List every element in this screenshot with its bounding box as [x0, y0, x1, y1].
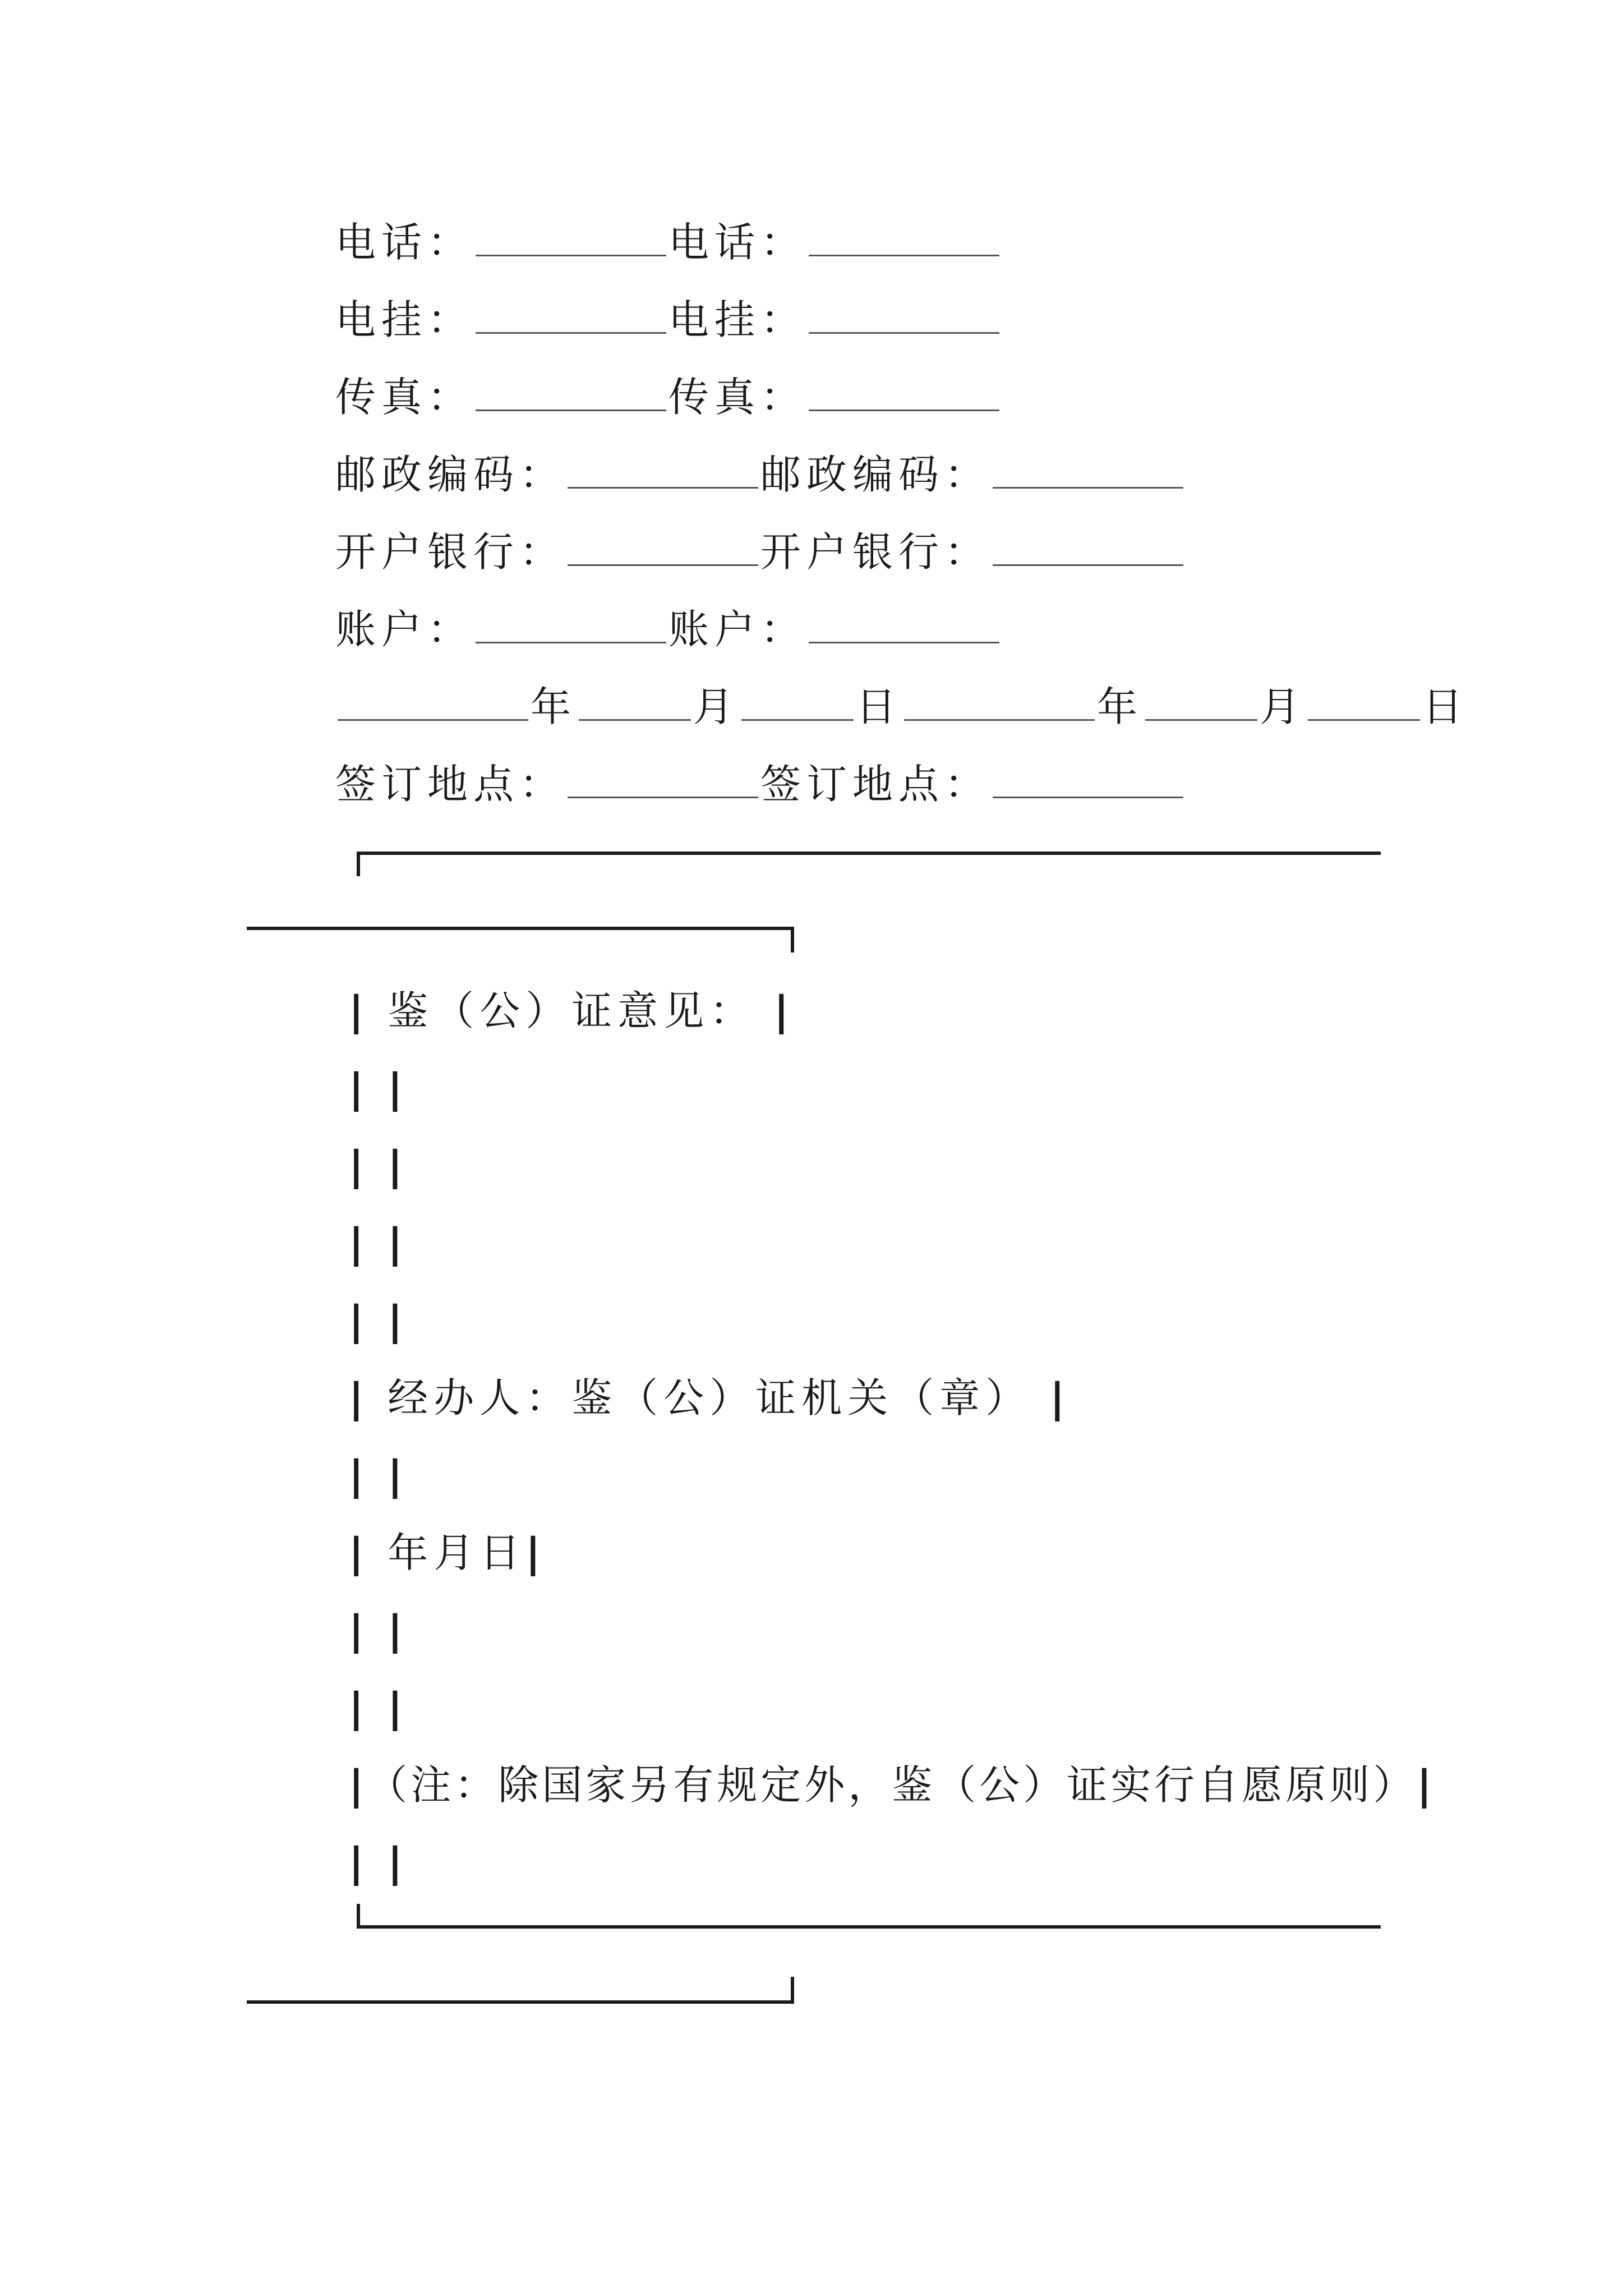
box-left-bar: |	[349, 987, 370, 1034]
box-top-rule-continued	[247, 927, 794, 930]
box-top-rule	[357, 852, 1381, 855]
year-label-b: 年	[1097, 683, 1144, 730]
box-bottom-rule	[357, 1925, 1381, 1929]
day-label-a: 日	[856, 683, 902, 730]
signing-place-field-a[interactable]	[568, 762, 758, 798]
box-top-left-corner	[357, 852, 360, 876]
phone-field-b[interactable]	[809, 220, 999, 256]
year-label-a: 年	[531, 683, 577, 730]
bank-label-a: 开户银行：	[335, 528, 566, 576]
month-label-b: 月	[1260, 683, 1306, 730]
signing-place-label-b: 签订地点：	[760, 761, 991, 808]
phone-label-a: 电话：	[335, 219, 474, 266]
postcode-row	[335, 447, 1186, 503]
account-label-b: 账户：	[668, 606, 807, 653]
fax-label-a: 传真：	[335, 374, 474, 421]
box-top-right-corner	[791, 927, 794, 953]
bank-row	[335, 524, 1186, 580]
cable-row	[335, 292, 1002, 348]
fax-field-b[interactable]	[809, 375, 999, 411]
bank-label-b: 开户银行：	[760, 528, 991, 576]
signing-place-row	[335, 756, 1186, 812]
signing-place-field-b[interactable]	[993, 762, 1183, 798]
box-blank-row	[349, 1680, 408, 1736]
year-field-a[interactable]	[338, 684, 528, 721]
phone-field-a[interactable]	[476, 220, 666, 256]
bank-field-b[interactable]	[993, 530, 1183, 566]
box-left-bar: |	[349, 1065, 370, 1112]
box-bottom-right-corner	[791, 1977, 794, 2004]
account-label-a: 账户：	[335, 606, 474, 653]
year-field-b[interactable]	[904, 684, 1095, 721]
box-right-bar: |	[388, 1607, 408, 1654]
box-blank-row	[349, 1138, 408, 1194]
cable-label-b: 电挂：	[668, 296, 807, 343]
postcode-label-b: 邮政编码：	[760, 451, 991, 498]
box-right-bar: |	[1050, 1374, 1071, 1421]
box-left-bar: |	[349, 1297, 370, 1344]
box-right-bar: |	[774, 987, 795, 1034]
phone-row	[335, 214, 1002, 270]
box-right-bar: |	[525, 1529, 546, 1576]
box-left-bar: |	[349, 1220, 370, 1267]
box-blank-row	[349, 1292, 408, 1349]
box-left-bar: |	[349, 1142, 370, 1189]
date-row	[335, 679, 1468, 735]
notary-date-label: 年月日	[388, 1529, 526, 1576]
month-label-a: 月	[693, 683, 740, 730]
day-field-a[interactable]	[741, 684, 854, 721]
box-blank-row	[349, 1215, 408, 1271]
notary-opinion-label: 鉴（公）证意见：	[388, 987, 756, 1034]
box-left-bar: |	[349, 1684, 370, 1731]
box-right-bar: |	[388, 1297, 408, 1344]
cable-label-a: 电挂：	[335, 296, 474, 343]
postcode-label-a: 邮政编码：	[335, 451, 566, 498]
box-blank-row	[349, 1060, 408, 1116]
notary-agent-label: 经办人：鉴（公）证机关（章）	[388, 1374, 1032, 1421]
postcode-field-a[interactable]	[568, 452, 758, 489]
cable-field-a[interactable]	[476, 297, 666, 334]
day-field-b[interactable]	[1308, 684, 1420, 721]
box-right-bar: |	[388, 1839, 408, 1886]
box-blank-row	[349, 1602, 408, 1658]
notary-opinion-row	[349, 983, 794, 1039]
phone-label-b: 电话：	[668, 219, 807, 266]
notary-note: （注：除国家另有规定外，鉴（公）证实行自愿原则）	[367, 1761, 1417, 1809]
box-right-bar: |	[388, 1220, 408, 1267]
account-field-a[interactable]	[476, 607, 666, 643]
month-field-b[interactable]	[1145, 684, 1257, 721]
signing-place-label-a: 签订地点：	[335, 761, 566, 808]
box-right-bar: |	[388, 1142, 408, 1189]
box-right-bar: |	[388, 1065, 408, 1112]
box-left-bar: |	[349, 1761, 367, 1809]
fax-label-b: 传真：	[668, 374, 807, 421]
notary-date-row	[349, 1525, 546, 1581]
box-left-bar: |	[349, 1607, 370, 1654]
box-blank-row	[349, 1834, 408, 1890]
day-label-b: 日	[1422, 683, 1469, 730]
bank-field-a[interactable]	[568, 530, 758, 566]
cable-field-b[interactable]	[809, 297, 999, 334]
box-right-bar: |	[1417, 1761, 1435, 1809]
box-left-bar: |	[349, 1839, 370, 1886]
box-left-bar: |	[349, 1374, 370, 1421]
postcode-field-b[interactable]	[993, 452, 1183, 489]
box-left-bar: |	[349, 1529, 370, 1576]
box-right-bar: |	[388, 1452, 408, 1499]
notary-note-row	[349, 1757, 1435, 1813]
account-field-b[interactable]	[809, 607, 999, 643]
box-left-bar: |	[349, 1452, 370, 1499]
fax-field-a[interactable]	[476, 375, 666, 411]
box-bottom-rule-continued	[247, 2000, 794, 2004]
account-row	[335, 601, 1002, 657]
fax-row	[335, 369, 1002, 425]
month-field-a[interactable]	[579, 684, 691, 721]
box-blank-row	[349, 1447, 408, 1503]
box-right-bar: |	[388, 1684, 408, 1731]
notary-agent-row	[349, 1370, 1070, 1426]
